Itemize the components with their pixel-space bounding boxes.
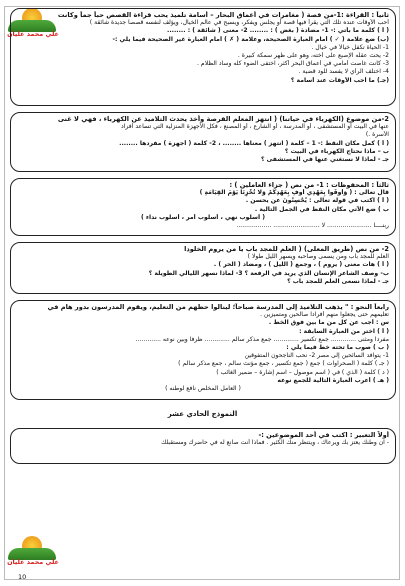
model-title: النموذج الحادي عشر (167, 410, 238, 418)
electricity-question: ( أ ) كمل مكان النقط :- 1 – كلمة ( انتهز ) معناها ........ ، 2- كلمة ( أجهزة ) مفردها ........ (119, 139, 389, 147)
reading-question: (جـ) ما أحب الأوقات عند أسامة ؟ (290, 76, 389, 84)
composition-topic: - ان وطنك يعتز بك ويرعاك ، وينتظر منك الكثير . فماذا أنت صانع له في حاضرك ومستقبلك (161, 439, 389, 447)
style-options: ( أسلوب نهي ، أسلوب أمر ، أسلوب نداء ) (141, 213, 265, 221)
grammar-question: ( هـ ) أعرب العبارة التالية للجمع نوعه (277, 376, 389, 384)
author-name-top: علي محمد عليان (7, 30, 59, 38)
quran-verse: قال تعالى : ( وَأُوفُوا بِعَهْدِي أُوفِ بِعَهْدِكُمْ وَلَا تُخْزِنَا يَوْمَ الْقِيَامَةِ ) (199, 189, 389, 197)
grammar-item: مفرداً ومثنى ............. جمع تكسير ............. جمع مذكر سالم ............. ظرفاً وبين نوعه ............. (135, 335, 389, 343)
grammar-question: ( أ ) اختر من العبارة السابقة : (299, 327, 389, 335)
memorization-heading: ثالثاً : المحفوظات : 1- من نص ( جزاء العاملين ) : (229, 181, 389, 189)
poem-question: ب- وصف الشاعر الإنسان الذي يريد في الرفعة ؟ 3- لماذا نسهر الليالي الطويلة ؟ (148, 269, 389, 277)
electricity-heading: 2-من موضوع (الكهرباء في حياتنا) ( انتهز المعلم الفرصة وأخذ يحدث التلاميذ عن الكهرباء ، فهي لا غنى (57, 115, 389, 123)
grammar-item: ( د ) كلمة ( الذي ) في ( اسم موصول – اسم إشارة – ضمير الغائب ) (216, 368, 389, 376)
fill-blank-line: ربنــــا ....................... لا ........................ .................. (236, 222, 389, 230)
reading-line: أحب الأوقات عنده تلك التي يقرأ فيها قصة أو يجلس ويفكر، ويسبح في عالم الخيال، ويؤلف لنفسه قصصاً جديدة شائقة ) (89, 19, 389, 27)
composition-heading: أولاً التعبير : اكتب في أحد الموضوعين :- (258, 431, 389, 439)
poem-question: ( أ ) هات معنى ( يروم ) ، وجمع ( الليل ) ، ومضاد ( الحر ) . (213, 261, 389, 269)
grammar-item: ( جـ ) كلمة ( الصحراوات ) جمع ( جمع تكسير ، جمع مؤنث سالم ، جمع مذكر سالم ) (178, 360, 389, 368)
reading-question: ( أ ) كلمة ما بأتي :- 1- مضادة ( بغض ) : ........ 2- معنى ( شائقة ) : ........ (167, 27, 389, 35)
poem-heading: 2- من نص (طريق المعلى) ( العلم للمجد باب يا من يروم الخلودا (184, 245, 389, 253)
reading-item: 1- الحياة تكفل خيالاً في خيال . (311, 43, 389, 51)
electricity-question: جـ - لماذا لا نستغني عنها في المستشفى ؟ (260, 156, 389, 164)
electricity-line: عنها في البيت أو المستشفى ، أو المدرسة ، أو الشارع ، أو المصنع ، فكل الأجهزة المنزلية التي تساعد أفراد (121, 123, 389, 131)
page-number: 10 (18, 573, 27, 581)
grammar-question: س : أجب عن كل من ما بين فوق الخط . (268, 319, 389, 327)
grammar-item: 1- يتوافد السائحين إلى مصر 2- نحب الناجحون المتفوقين (244, 352, 389, 360)
memorization-question: ( أ ) اكتب في قوله تعالى : يُحْسِنُونَ عن يحسن . (245, 197, 389, 205)
electricity-section (10, 112, 396, 172)
grammar-sentence: ( العامل المخلص نافع لوطنه ) (165, 385, 241, 393)
reading-item: 3- كانت غاصت أمامي في أعماق البحر أكثر، اختفى الضوء كله وساد الظلام . (197, 60, 389, 68)
composition-section (10, 428, 396, 464)
author-logo-bottom (7, 536, 59, 566)
poem-question: جـ - لماذا نسعى العلم للمجد باب ؟ (287, 277, 389, 285)
reading-item: 4- اختلف الرأي لا يفسد للود قضية . (298, 68, 389, 76)
reading-heading: ثانياً : القراءة :1-من قصة ( مغامرات في أعماق البحار – أسامة تلميذ يحب قراءة القصص حباً جماً وكانت (57, 11, 389, 19)
electricity-question: ب – ماذا نحتاج الكهرباء في البيت ؟ (284, 147, 389, 155)
grammar-section (10, 300, 396, 400)
grammar-question: ( ب ) صوب ما تحته خط فيما يلي : (286, 344, 389, 352)
electricity-line: الأسرة .) (365, 131, 389, 139)
poem-section (10, 242, 396, 294)
grammar-line: تعليمهم حتى يجعلوا منهم أفراداً صالحين ومتميزين . (260, 311, 389, 319)
reading-section (10, 8, 396, 106)
reading-item: 2- يحث عقله الإصبع على أخته، وهو على ظهر سمكة كبيرة . (237, 52, 389, 60)
memorization-question: ب ) ضع الآتي مكان النقط في الجمل التالية . (254, 205, 389, 213)
memorization-section (10, 178, 396, 236)
poem-verse: العلم للمجد باب ومن يسمى وصاحبه ويسهر الليل طولا ) (247, 253, 389, 261)
author-name-bottom: علي محمد عليان (7, 558, 59, 566)
reading-question: (ب) ضع علامة ( ✓ ) أمام العبارة الصحيحة، وعلامة ( ✗ ) أمام العبارة غير الصحيحة فيما يلي :- (112, 35, 389, 43)
grammar-heading: رابعاً النحو : " يذهب التلاميذ إلى المدرسة صباحاً؛ لينالوا حظهم من التعليم، ويقوم المدرسون بدور هام في (47, 303, 389, 311)
